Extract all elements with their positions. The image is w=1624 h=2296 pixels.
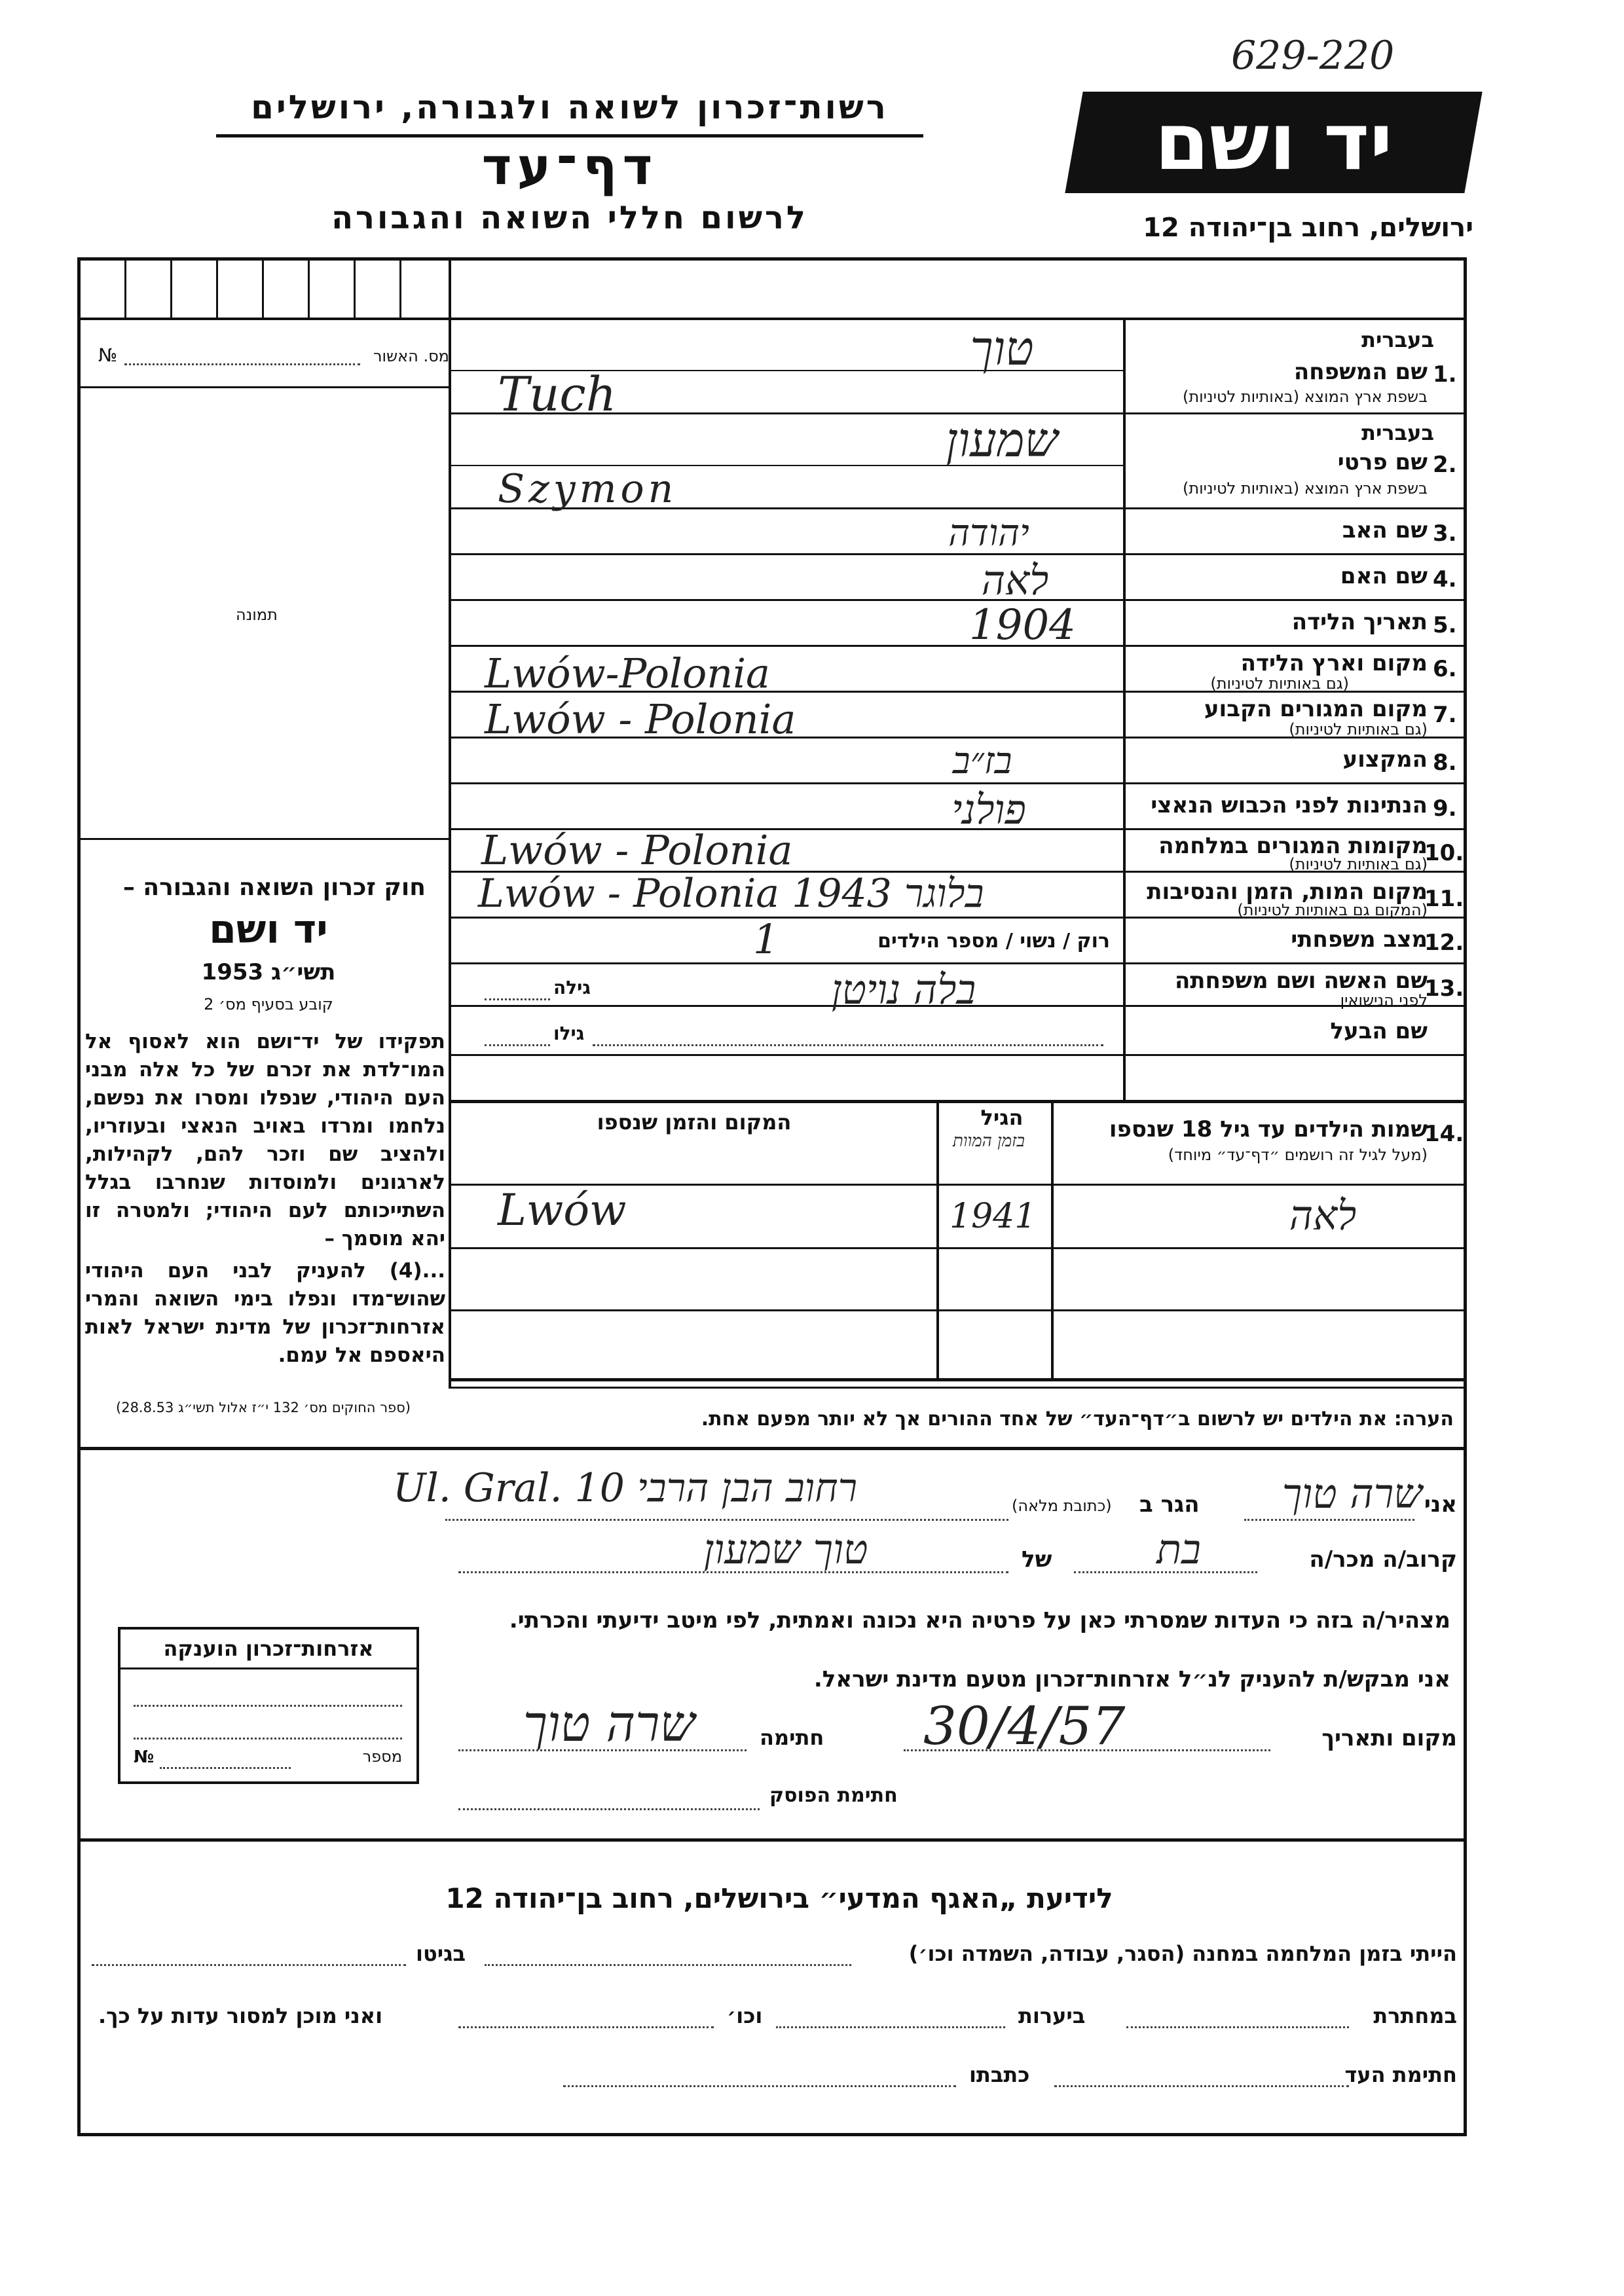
- f4-value[interactable]: לאה: [981, 556, 1049, 604]
- hiding-field[interactable]: [1126, 2026, 1349, 2028]
- form-subtitle: לרשום חללי השואה והגבורה: [331, 200, 808, 236]
- f2-hebrew-label: בעברית: [1361, 420, 1434, 445]
- bottom-heading: לידיעת „האגף המדעי״ בירושלים, רחוב בן־יהודה 12: [445, 1882, 1113, 1914]
- f7-sub: (גם באותיות לטיניות): [1289, 720, 1428, 738]
- f12-number: 12.: [1424, 930, 1464, 956]
- children-title: שמות הילדים עד גיל 18 שנספו: [1109, 1116, 1428, 1142]
- bottom-section-line: [77, 1838, 1467, 1842]
- yad-vashem-logo: [1065, 92, 1482, 193]
- f12-options: רוק / נשוי / מספר הילדים: [877, 930, 1110, 953]
- f8-number: 8.: [1433, 750, 1457, 776]
- f9-number: 9.: [1433, 795, 1457, 822]
- approval-label: מס. האשור: [373, 347, 449, 365]
- witness-address-label: כתבתו: [969, 2062, 1030, 2087]
- request-text: אני מבקש/ת להעניק לנ״ל אזרחות־זכרון מטעם מדינת ישראל.: [813, 1666, 1450, 1692]
- citizenship-title: אזרחות־זכרון הוענקה: [163, 1636, 374, 1661]
- f6-label: מקום וארץ הלידה: [1240, 650, 1428, 676]
- etc-label: וכו׳: [727, 2003, 763, 2028]
- f13-label: שם האשה ושם משפחתה: [1174, 968, 1428, 994]
- f8-value[interactable]: בז״ב: [952, 740, 1012, 782]
- child-age-value[interactable]: 1941: [950, 1197, 1037, 1236]
- note-bottom-line: [77, 1447, 1467, 1450]
- photo-bottom-line: [77, 838, 449, 840]
- ready-label: ואני מוכן למסור עדות על כך.: [98, 2003, 383, 2028]
- f12-value[interactable]: 1: [753, 915, 779, 963]
- law-name: יד ושם: [209, 907, 328, 953]
- witness-address-line[interactable]: [563, 2085, 956, 2087]
- official-signature-field[interactable]: [458, 1808, 760, 1810]
- form-title: דף־עד: [481, 137, 658, 196]
- witness-signature-label: חתימת העד: [1344, 2062, 1457, 2087]
- citizenship-box: [118, 1627, 419, 1784]
- children-sub: (מעל לגיל זה רושמים ״דף־עד״ מיוחד): [1168, 1146, 1428, 1164]
- f1-number: 1.: [1433, 361, 1457, 388]
- law-text-2: ...(4) להעניק לבני העם היהודי שהוש־מדו ונפלו בימי השואה והמרי אזרחות־זכרון של מדינת ישראל לאות היאספם אל עמם.: [85, 1259, 445, 1367]
- f2-label: שם פרטי: [1337, 449, 1428, 475]
- law-text-1: תפקידו של יד־ושם הוא לאסוף אל המו־לדת את זכרם של כל אלה מבני העם היהודי, שנפלו ומסרו את נפשם, נלחמו ומרדו באויב הנאצי ובעוזריו, ולהציב שם וזכר להם, לקהילות, לארגונים ולמוסדות שנחרבו בגלל השתייכותם לעם היהודי; ולמטרה זו יהא מוסמך –: [85, 1030, 445, 1250]
- law-title: חוק זכרון השואה והגבורה –: [122, 874, 426, 901]
- reference-number: 629-220: [1231, 33, 1395, 79]
- citizenship-number-field[interactable]: [160, 1767, 291, 1769]
- f5-number: 5.: [1433, 612, 1457, 638]
- place-date-field: [904, 1749, 1270, 1751]
- f3-value[interactable]: יהודה: [948, 512, 1029, 555]
- of-label: של: [1022, 1546, 1052, 1573]
- f5-value[interactable]: 1904: [969, 601, 1076, 649]
- f13-number: 13.: [1424, 975, 1464, 1002]
- place-column-header: המקום והזמן שנספו: [597, 1110, 792, 1135]
- f13-value[interactable]: בלה נויטן: [831, 966, 976, 1013]
- witness-i-label: אני: [1424, 1491, 1457, 1518]
- f5-label: תאריך הלידה: [1291, 609, 1428, 635]
- header-address: ירושלים, רחוב בן־יהודה 12: [1143, 213, 1473, 243]
- f2-number: 2.: [1433, 452, 1457, 478]
- f6-sub: (גם באותיות לטיניות): [1210, 674, 1349, 693]
- f8-label: המקצוע: [1342, 746, 1428, 773]
- photo-area: [80, 390, 447, 835]
- f7-number: 7.: [1433, 702, 1457, 728]
- f6-value[interactable]: Lwów-Polonia: [485, 649, 770, 697]
- declaration-text: מצהיר/ה בזה כי העדות שמסרתי כאן על פרטיה היא נכונה ואמתית, לפי מיטב ידיעתי והכרתי.: [509, 1607, 1450, 1633]
- f1-latin-value[interactable]: Tuch: [498, 367, 617, 422]
- f13-age-field[interactable]: [485, 998, 550, 1000]
- law-year: תשי״ג 1953: [201, 959, 336, 985]
- witness-signature-field[interactable]: [1054, 2085, 1349, 2087]
- of-field: [458, 1571, 1008, 1573]
- witness-address-value[interactable]: Ul. Gral. רחוב הבן הרבי 10: [393, 1465, 858, 1511]
- camp-field[interactable]: [485, 1964, 851, 1966]
- f1-hebrew-value[interactable]: טוך: [970, 321, 1034, 376]
- f4-label: שם האם: [1340, 563, 1428, 589]
- forests-label: ביערות: [1018, 2003, 1086, 2028]
- approval-line: [77, 386, 449, 388]
- law-reference: (ספר החוקים מס׳ 132 י״ז אלול תשי״ג 28.8.53): [116, 1400, 411, 1415]
- f7-label: מקום המגורים הקבוע: [1204, 696, 1428, 722]
- date-value[interactable]: 30/4/57: [923, 1696, 1126, 1757]
- husband-age-field[interactable]: [485, 1044, 550, 1046]
- signature-value[interactable]: שרה טוך: [523, 1694, 695, 1753]
- signature-field: [458, 1749, 747, 1751]
- f3-number: 3.: [1433, 520, 1457, 547]
- witness-name-value[interactable]: שרה טוך: [1282, 1470, 1423, 1518]
- husband-age-label: גילו: [553, 1023, 585, 1044]
- f2-latin-value[interactable]: Szymon: [498, 466, 678, 512]
- photo-label: תמונה: [236, 606, 278, 624]
- address-note: (כתובת מלאה): [1012, 1497, 1112, 1515]
- f2-hebrew-value[interactable]: שמעון: [946, 412, 1058, 467]
- f2-sub: בשפת ארץ המוצא (באותיות לטיניות): [1183, 479, 1428, 498]
- hiding-label: במחתרת: [1373, 2003, 1457, 2028]
- f6-number: 6.: [1433, 656, 1457, 682]
- relation-field: [1074, 1571, 1257, 1573]
- note-text: הערה: את הילדים יש לרשום ב״דף־העד״ של אחד ההורים אך לא יותר מפעם אחת.: [701, 1408, 1454, 1430]
- of-value[interactable]: טוך שמעון: [703, 1525, 868, 1573]
- lives-at-label: הגר ב: [1139, 1491, 1200, 1518]
- f1-sub: בשפת ארץ המוצא (באותיות לטיניות): [1183, 388, 1428, 406]
- witness-name-field: [1244, 1519, 1414, 1521]
- column-divider: [449, 257, 451, 1387]
- husband-name-field[interactable]: [593, 1044, 1103, 1046]
- f13-sub: לפני הנישואין: [1340, 991, 1428, 1010]
- law-clause: קובע בסעיף מס׳ 2: [204, 995, 333, 1013]
- ghetto-label: בגיטו: [416, 1941, 466, 1966]
- f14-number: 14.: [1424, 1121, 1464, 1147]
- f9-value[interactable]: פולני: [951, 786, 1026, 833]
- f11-number: 11.: [1424, 886, 1464, 912]
- citizenship-number-label: מספר: [362, 1747, 402, 1766]
- age-column-note: בזמן המוות: [953, 1131, 1025, 1151]
- approval-no-sign: №: [98, 344, 118, 366]
- top-strip-line: [77, 318, 1467, 320]
- f1-label: שם המשפחה: [1293, 359, 1428, 385]
- f3-label: שם האב: [1342, 517, 1428, 543]
- relative-label: קרוב/ה מכר/ה: [1309, 1546, 1457, 1573]
- forests-field[interactable]: [776, 2026, 1005, 2028]
- husband-label: שם הבעל: [1330, 1018, 1428, 1044]
- signature-label: חתימה: [760, 1725, 824, 1750]
- child-name-value[interactable]: לאה: [1289, 1192, 1357, 1239]
- f1-hebrew-label: בעברית: [1361, 327, 1434, 352]
- age-column-header: הגיל: [980, 1105, 1024, 1130]
- relation-value[interactable]: בת: [1156, 1525, 1201, 1573]
- f10-sub: (גם באותיות לטיניות): [1289, 855, 1428, 873]
- f10-number: 10.: [1424, 840, 1464, 866]
- f9-label: הנתינות לפני הכבוש הנאצי: [1151, 792, 1428, 818]
- citizenship-no-sign: №: [134, 1747, 155, 1767]
- authority-name: רשות־זכרון לשואה ולגבורה, ירושלים: [251, 88, 889, 126]
- f11-label: מקום המות, הזמן והנסיבות: [1147, 879, 1428, 905]
- child-place-value[interactable]: Lwów: [498, 1185, 627, 1235]
- camp-label: הייתי בזמן המלחמה במחנה (הסגר, עבודה, השמדה וכו׳): [908, 1941, 1457, 1966]
- logo-text: יד ושם: [1154, 97, 1393, 188]
- approval-number-field[interactable]: [124, 363, 360, 365]
- ghetto-field[interactable]: [92, 1964, 406, 1966]
- f13-age-label: גילה: [553, 977, 591, 998]
- f12-label: מצב משפחתי: [1291, 926, 1428, 953]
- f7-value[interactable]: Lwów - Polonia: [485, 695, 796, 743]
- place-date-label: מקום ותאריך: [1321, 1725, 1457, 1751]
- f11-value[interactable]: Lwów - Polonia 1943 בלוגר: [478, 871, 984, 917]
- f4-number: 4.: [1433, 566, 1457, 592]
- witness-address-field: [445, 1519, 1008, 1521]
- note-top-line: [449, 1387, 1467, 1389]
- etc-field[interactable]: [458, 2026, 714, 2028]
- f10-label: מקומות המגורים במלחמה: [1158, 833, 1428, 859]
- f10-value[interactable]: Lwów - Polonia: [481, 826, 793, 874]
- official-signature-label: חתימת הפוסק: [769, 1784, 898, 1807]
- f11-sub: (המקום גם באותיות לטיניות): [1237, 901, 1428, 919]
